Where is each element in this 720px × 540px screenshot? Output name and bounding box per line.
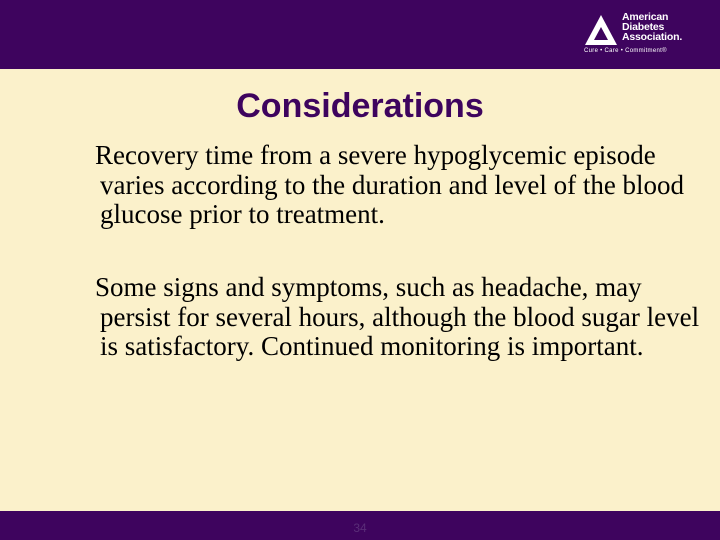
slide-title (0, 84, 720, 128)
logo-line-3: Association. (622, 31, 683, 43)
header-band (0, 0, 720, 69)
logo-line-1: American (622, 11, 669, 23)
logo-wordmark (622, 12, 682, 42)
logo-tagline: Cure • Care • Commitment® (584, 48, 667, 54)
ada-triangle-icon (584, 14, 618, 46)
ada-logo (584, 10, 712, 58)
paragraph-recovery-time: Recovery time from a severe hypoglycemic episode varies according to the duration and level of the blood glucose prior to treatment. (95, 140, 685, 229)
logo-line-2: Diabetes (622, 21, 665, 33)
page-number: 34 (353, 521, 367, 535)
paragraph-signs-symptoms: Some signs and symptoms, such as headache, may persist for several hours, although the blood sugar level is satisfactory. Continued monitoring is important. (95, 272, 700, 361)
slide-title-text: Considerations (236, 87, 484, 125)
